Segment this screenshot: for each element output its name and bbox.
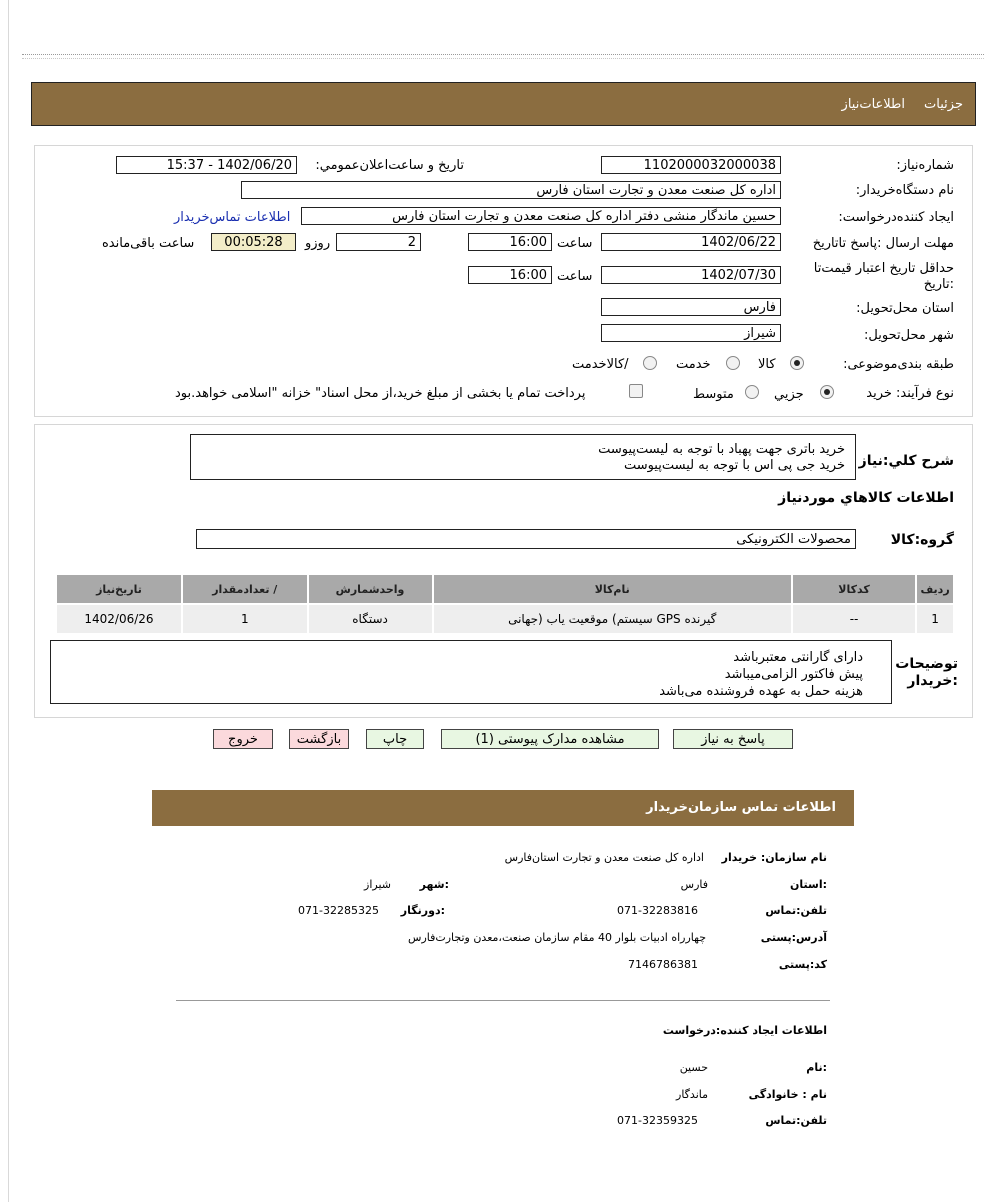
need-number-field: 1102000032000038 bbox=[601, 156, 781, 174]
contact-province-value: فارس bbox=[680, 878, 708, 891]
goods-table-header bbox=[56, 574, 954, 604]
buyer-note-1: دارای گارانتی معتبرباشد bbox=[733, 650, 863, 665]
page-left-border bbox=[8, 0, 9, 1202]
contact-header-title: اطلاعات تماس سازمان‌خریدار bbox=[646, 800, 836, 815]
contact-org-label: نام سازمان: خریدار bbox=[721, 851, 827, 864]
buyer-notes-label: توضیحات :خریدار bbox=[895, 656, 958, 689]
creator-info-title: اطلاعات ایجاد کننده:درخواست bbox=[662, 1024, 827, 1037]
buyer-notes-box bbox=[50, 640, 892, 704]
summary-line-2: خرید جی پی اس با توجه به لیست‌پیوست bbox=[623, 458, 845, 473]
top-divider-2 bbox=[22, 58, 984, 59]
days-field: 2 bbox=[336, 233, 421, 251]
cell-row: 1 bbox=[916, 604, 954, 634]
creator-label: ایجاد کننده‌درخواست: bbox=[838, 210, 954, 225]
cell-name: گیرنده GPS سیستم) موقعیت یاب (جهانی bbox=[433, 604, 792, 634]
contact-phone-value: 071-32283816 bbox=[617, 904, 698, 917]
process-medium-radio[interactable] bbox=[745, 385, 759, 399]
contact-phone-label: تلفن:تماس bbox=[765, 904, 827, 917]
back-button[interactable]: بازگشت bbox=[289, 729, 349, 749]
creator-field: حسین ماندگار منشی دفتر اداره کل صنعت معدن و تجارت استان فارس bbox=[301, 207, 781, 225]
buyer-contact-link[interactable]: اطلاعات تماس‌خریدار bbox=[174, 210, 291, 225]
remaining-time-field: 00:05:28 bbox=[211, 233, 296, 251]
payment-note: پرداخت تمام یا بخشی از مبلغ خرید،از محل اسناد" خزانه "اسلامی خواهد.بود bbox=[175, 386, 586, 401]
city-field: شیراز bbox=[601, 324, 781, 342]
contact-city-value: شیراز bbox=[364, 878, 391, 891]
creator-family-label: نام : خانوادگی bbox=[748, 1088, 827, 1101]
goods-table bbox=[55, 573, 955, 635]
cell-date: 1402/06/26 bbox=[56, 604, 182, 634]
category-goods-radio[interactable] bbox=[790, 356, 804, 370]
deadline-date-field: 1402/06/22 bbox=[601, 233, 781, 251]
group-field: محصولات الکترونیکی bbox=[196, 529, 856, 549]
deadline-time-label: ساعت bbox=[557, 236, 593, 251]
creator-name-value: حسین bbox=[679, 1061, 708, 1074]
contact-address-label: آدرس:پستی bbox=[760, 931, 827, 944]
need-number-label: شماره‌نیاز: bbox=[896, 158, 954, 173]
print-button[interactable]: چاپ bbox=[366, 729, 424, 749]
category-both-label: /کالاخدمت bbox=[572, 357, 629, 372]
process-small-label: جزیي bbox=[774, 387, 804, 402]
view-docs-button[interactable]: مشاهده مدارک پیوستی (1) bbox=[441, 729, 659, 749]
city-label: شهر محل‌تحویل: bbox=[864, 328, 954, 343]
creator-family-value: ماندگار bbox=[676, 1088, 708, 1101]
contact-postal-value: 7146786381 bbox=[628, 958, 698, 971]
category-goods-label: کالا bbox=[758, 357, 776, 372]
contact-org-value: اداره کل صنعت معدن و تجارت استان‌فارس bbox=[504, 851, 704, 864]
col-code: کدکالا bbox=[792, 574, 916, 604]
contact-header-bar bbox=[152, 790, 854, 826]
reply-button[interactable]: پاسخ به نیاز bbox=[673, 729, 793, 749]
creator-name-label: :نام bbox=[806, 1061, 827, 1074]
buyer-org-field: اداره کل صنعت معدن و تجارت استان فارس bbox=[241, 181, 781, 199]
group-label: گروه:کالا bbox=[890, 532, 954, 548]
process-label: نوع فرآیند: خرید bbox=[866, 386, 954, 401]
goods-info-title: اطلاعات کالاهاي مورد‌نیاز bbox=[778, 490, 954, 506]
page-header-bar bbox=[31, 82, 976, 126]
cell-unit: دستگاه bbox=[308, 604, 433, 634]
days-label: روزو bbox=[305, 236, 331, 251]
announce-field: 1402/06/20 - 15:37 bbox=[116, 156, 297, 174]
category-service-label: خدمت bbox=[676, 357, 711, 372]
tab-need-info[interactable]: اطلاعات‌نیاز bbox=[841, 97, 905, 112]
deadline-label: مهلت ارسال :پاسخ تا‌تاریخ bbox=[812, 236, 954, 251]
category-service-radio[interactable] bbox=[726, 356, 740, 370]
summary-box bbox=[190, 434, 856, 480]
process-medium-label: متوسط bbox=[693, 387, 734, 402]
province-label: استان محل‌تحویل: bbox=[856, 301, 954, 316]
contact-city-label: :شهر bbox=[419, 878, 449, 891]
table-row bbox=[56, 604, 954, 634]
exit-button[interactable]: خروج bbox=[213, 729, 273, 749]
validity-time-field: 16:00 bbox=[468, 266, 552, 284]
contact-divider bbox=[176, 1000, 830, 1001]
col-qty: / تعدادمقدار bbox=[182, 574, 308, 604]
tab-details[interactable]: جزئيات bbox=[924, 97, 963, 112]
category-label: طبقه بندی‌موضوعی: bbox=[843, 357, 954, 372]
validity-date-field: 1402/07/30 bbox=[601, 266, 781, 284]
cell-code: -- bbox=[792, 604, 916, 634]
contact-fax-value: 071-32285325 bbox=[298, 904, 379, 917]
contact-province-label: :استان bbox=[790, 878, 827, 891]
contact-fax-label: :دورنگار bbox=[400, 904, 445, 917]
announce-label: تاریخ و ساعت‌اعلان‌عمومي: bbox=[315, 158, 464, 173]
col-unit: واحدشمارش bbox=[308, 574, 433, 604]
buyer-note-2: پیش فاکتور الزامی‌میباشد bbox=[724, 667, 863, 682]
cell-qty: 1 bbox=[182, 604, 308, 634]
col-row: ردیف bbox=[916, 574, 954, 604]
col-name: نام‌کالا bbox=[433, 574, 792, 604]
validity-time-label: ساعت bbox=[557, 269, 593, 284]
deadline-time-field: 16:00 bbox=[468, 233, 552, 251]
payment-checkbox[interactable] bbox=[629, 384, 643, 398]
buyer-org-label: نام دستگاه‌خریدار: bbox=[855, 183, 954, 198]
contact-address-value: چهارراه ادبیات بلوار 40 مقام سازمان صنعت،معدن وتجارت‌فارس bbox=[408, 931, 706, 944]
creator-phone-value: 071-32359325 bbox=[617, 1114, 698, 1127]
contact-postal-label: کد:پستی bbox=[778, 958, 827, 971]
remaining-label: ساعت باقی‌مانده bbox=[102, 236, 195, 251]
validity-label: حداقل تاریخ اعتبار قیمت‌تا :تاریخ bbox=[813, 261, 954, 292]
province-field: فارس bbox=[601, 298, 781, 316]
col-date: تاریخ‌نیاز bbox=[56, 574, 182, 604]
top-divider bbox=[22, 54, 984, 55]
creator-phone-label: تلفن:تماس bbox=[765, 1114, 827, 1127]
buyer-note-3: هزینه حمل به عهده فروشنده می‌باشد bbox=[659, 684, 863, 699]
process-small-radio[interactable] bbox=[820, 385, 834, 399]
summary-line-1: خرید باتری جهت پهباد با توجه به لیست‌پیوست bbox=[598, 442, 845, 457]
category-both-radio[interactable] bbox=[643, 356, 657, 370]
summary-label: شرح کلي:نیاز bbox=[858, 453, 954, 469]
